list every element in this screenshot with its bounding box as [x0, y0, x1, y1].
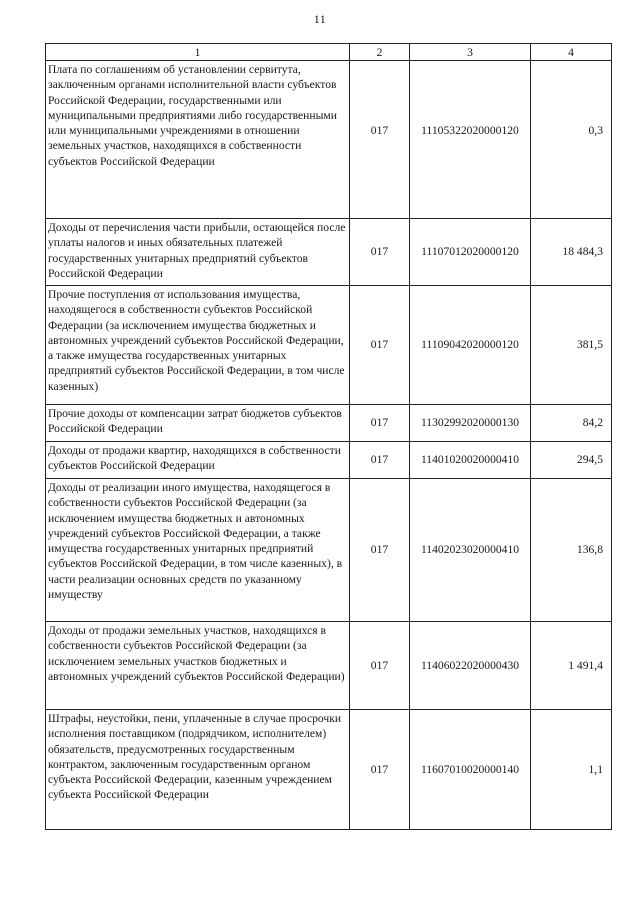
admin-code-cell: 017: [350, 622, 410, 710]
revenue-name-cell: Плата по соглашениям об установлении сервитута, заключенным органами исполнительной власти субъектов Российской Федерации, государственными или муниципальными предприятиями либо государственными или муниципальными учреждениями в отношении земельных участков, находящихся в собственности субъектов Российской Федерации: [46, 61, 350, 219]
table-row: [46, 622, 612, 710]
revenue-name-cell: Штрафы, неустойки, пени, уплаченные в случае просрочки исполнения поставщиком (подрядчиком, исполнителем) обязательств, предусмотренных государственным контрактом, заключенным государственным органом субъекта Российской Федерации, казенным учреждением субъекта Российской Федерации: [46, 710, 350, 830]
budget-code-cell: 11607010020000140: [410, 710, 531, 830]
budget-code-cell: 11109042020000120: [410, 286, 531, 405]
column-header-4: 4: [531, 44, 612, 61]
revenue-name-cell: Прочие доходы от компенсации затрат бюджетов субъектов Российской Федерации: [46, 405, 350, 442]
table-row: [46, 219, 612, 286]
budget-code-cell: 11302992020000130: [410, 405, 531, 442]
admin-code-cell: 017: [350, 479, 410, 622]
table-row: [46, 479, 612, 622]
column-header-3: 3: [410, 44, 531, 61]
budget-code-cell: 11107012020000120: [410, 219, 531, 286]
table-row: [46, 286, 612, 405]
budget-code-cell: 11406022020000430: [410, 622, 531, 710]
revenue-name-cell: Доходы от продажи земельных участков, находящихся в собственности субъектов Российской Федерации (за исключением земельных участков бюджетных и автономных учреждений субъектов Российской Федерации): [46, 622, 350, 710]
amount-cell: 136,8: [531, 479, 612, 622]
revenue-table: [45, 43, 612, 830]
amount-cell: 18 484,3: [531, 219, 612, 286]
amount-cell: 1,1: [531, 710, 612, 830]
amount-cell: 1 491,4: [531, 622, 612, 710]
column-header-1: 1: [46, 44, 350, 61]
revenue-name-cell: Доходы от перечисления части прибыли, остающейся после уплаты налогов и иных обязательных платежей государственных унитарных предприятий субъектов Российской Федерации: [46, 219, 350, 286]
budget-code-cell: 11402023020000410: [410, 479, 531, 622]
admin-code-cell: 017: [350, 61, 410, 219]
column-header-2: 2: [350, 44, 410, 61]
revenue-name-cell: Доходы от реализации иного имущества, находящегося в собственности субъектов Российской Федерации (за исключением имущества бюджетных и автономных учреждений субъектов Российской Федерации, а также имущества государственных унитарных предприятий субъектов Российской Федерации, в том числе казенных), в части реализации основных средств по указанному имуществу: [46, 479, 350, 622]
admin-code-cell: 017: [350, 286, 410, 405]
revenue-name-cell: Прочие поступления от использования имущества, находящегося в собственности субъектов Российской Федерации (за исключением имущества бюджетных и автономных учреждений субъектов Российской Федерации, а также имущества государственных унитарных предприятий субъектов Российской Федерации, в том числе казенных): [46, 286, 350, 405]
admin-code-cell: 017: [350, 710, 410, 830]
budget-code-cell: 11401020020000410: [410, 442, 531, 479]
amount-cell: 294,5: [531, 442, 612, 479]
table-row: [46, 61, 612, 219]
table-header-row: [46, 44, 612, 61]
admin-code-cell: 017: [350, 219, 410, 286]
page-number: 11: [313, 12, 327, 26]
admin-code-cell: 017: [350, 405, 410, 442]
amount-cell: 84,2: [531, 405, 612, 442]
table-row: [46, 405, 612, 442]
admin-code-cell: 017: [350, 442, 410, 479]
revenue-name-cell: Доходы от продажи квартир, находящихся в собственности субъектов Российской Федерации: [46, 442, 350, 479]
table-row: [46, 710, 612, 830]
table-row: [46, 442, 612, 479]
budget-code-cell: 11105322020000120: [410, 61, 531, 219]
amount-cell: 381,5: [531, 286, 612, 405]
amount-cell: 0,3: [531, 61, 612, 219]
